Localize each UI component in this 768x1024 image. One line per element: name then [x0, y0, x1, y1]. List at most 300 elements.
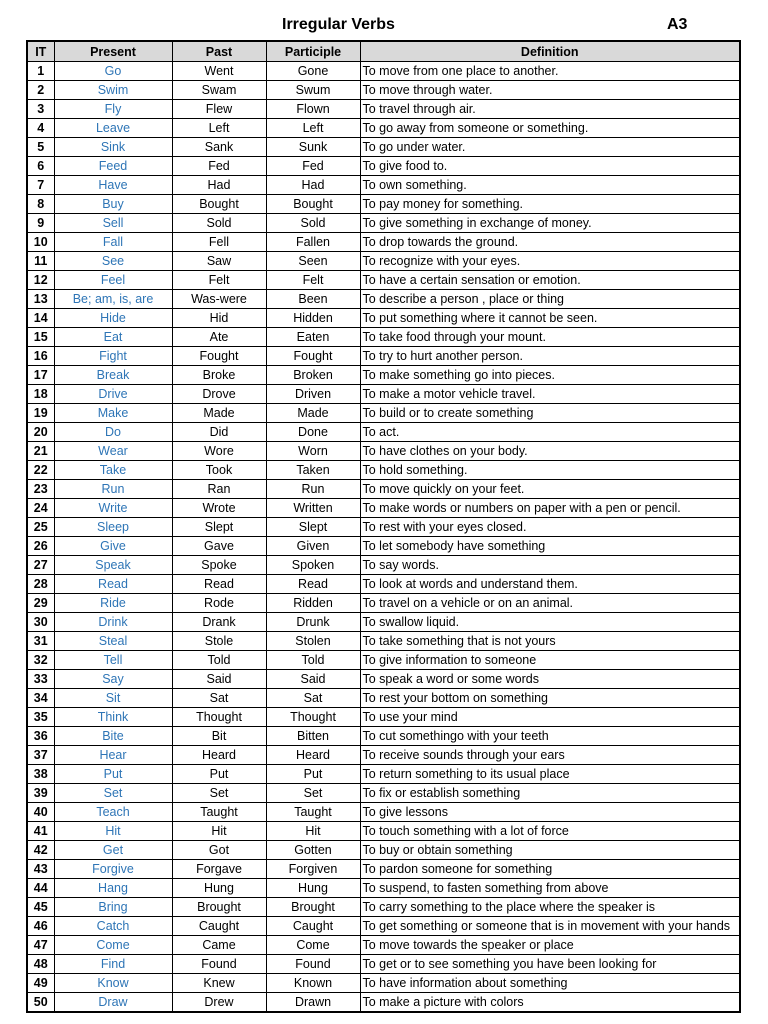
column-header-participle: Participle: [266, 41, 360, 62]
past-cell: Spoke: [172, 556, 266, 575]
present-cell: Get: [54, 841, 172, 860]
definition-cell: To go away from someone or something.: [360, 119, 740, 138]
row-number: 3: [27, 100, 54, 119]
past-cell: Bit: [172, 727, 266, 746]
definition-cell: To speak a word or some words: [360, 670, 740, 689]
participle-cell: Given: [266, 537, 360, 556]
header-row: [27, 41, 740, 62]
participle-cell: Brought: [266, 898, 360, 917]
table-row: [27, 537, 740, 556]
present-cell: Go: [54, 62, 172, 81]
definition-cell: To have information about something: [360, 974, 740, 993]
table-row: [27, 917, 740, 936]
table-row: [27, 442, 740, 461]
present-cell: Think: [54, 708, 172, 727]
row-number: 33: [27, 670, 54, 689]
definition-cell: To cut somethingo with your teeth: [360, 727, 740, 746]
participle-cell: Said: [266, 670, 360, 689]
participle-cell: Told: [266, 651, 360, 670]
past-cell: Brought: [172, 898, 266, 917]
row-number: 32: [27, 651, 54, 670]
row-number: 23: [27, 480, 54, 499]
past-cell: Found: [172, 955, 266, 974]
row-number: 8: [27, 195, 54, 214]
past-cell: Hit: [172, 822, 266, 841]
past-cell: Told: [172, 651, 266, 670]
table-row: [27, 708, 740, 727]
table-row: [27, 119, 740, 138]
participle-cell: Fallen: [266, 233, 360, 252]
present-cell: Sell: [54, 214, 172, 233]
participle-cell: Hit: [266, 822, 360, 841]
definition-cell: To buy or obtain something: [360, 841, 740, 860]
present-cell: Hang: [54, 879, 172, 898]
participle-cell: Put: [266, 765, 360, 784]
row-number: 34: [27, 689, 54, 708]
table-row: [27, 271, 740, 290]
table-row: [27, 670, 740, 689]
present-cell: Come: [54, 936, 172, 955]
irregular-verbs-table: [26, 40, 741, 1013]
definition-cell: To pardon someone for something: [360, 860, 740, 879]
row-number: 12: [27, 271, 54, 290]
participle-cell: Gotten: [266, 841, 360, 860]
row-number: 22: [27, 461, 54, 480]
row-number: 36: [27, 727, 54, 746]
table-row: [27, 347, 740, 366]
present-cell: Run: [54, 480, 172, 499]
definition-cell: To carry something to the place where the speaker is: [360, 898, 740, 917]
participle-cell: Gone: [266, 62, 360, 81]
past-cell: Stole: [172, 632, 266, 651]
table-row: [27, 404, 740, 423]
definition-cell: To give food to.: [360, 157, 740, 176]
row-number: 29: [27, 594, 54, 613]
row-number: 37: [27, 746, 54, 765]
past-cell: Took: [172, 461, 266, 480]
row-number: 6: [27, 157, 54, 176]
table-row: [27, 746, 740, 765]
definition-cell: To hold something.: [360, 461, 740, 480]
table-row: [27, 480, 740, 499]
participle-cell: Flown: [266, 100, 360, 119]
past-cell: Drove: [172, 385, 266, 404]
past-cell: Went: [172, 62, 266, 81]
present-cell: Feel: [54, 271, 172, 290]
row-number: 20: [27, 423, 54, 442]
table-row: [27, 955, 740, 974]
table-row: [27, 252, 740, 271]
present-cell: Write: [54, 499, 172, 518]
table-row: [27, 803, 740, 822]
past-cell: Broke: [172, 366, 266, 385]
past-cell: Fell: [172, 233, 266, 252]
row-number: 19: [27, 404, 54, 423]
table-row: [27, 499, 740, 518]
definition-cell: To build or to create something: [360, 404, 740, 423]
table-row: [27, 100, 740, 119]
definition-cell: To go under water.: [360, 138, 740, 157]
table-row: [27, 461, 740, 480]
participle-cell: Had: [266, 176, 360, 195]
present-cell: Hide: [54, 309, 172, 328]
participle-cell: Fought: [266, 347, 360, 366]
row-number: 1: [27, 62, 54, 81]
present-cell: Say: [54, 670, 172, 689]
participle-cell: Bought: [266, 195, 360, 214]
row-number: 27: [27, 556, 54, 575]
definition-cell: To look at words and understand them.: [360, 575, 740, 594]
definition-cell: To pay money for something.: [360, 195, 740, 214]
row-number: 44: [27, 879, 54, 898]
row-number: 17: [27, 366, 54, 385]
row-number: 50: [27, 993, 54, 1013]
column-header-past: Past: [172, 41, 266, 62]
past-cell: Wore: [172, 442, 266, 461]
table-row: [27, 214, 740, 233]
row-number: 43: [27, 860, 54, 879]
present-cell: Tell: [54, 651, 172, 670]
definition-cell: To make words or numbers on paper with a pen or pencil.: [360, 499, 740, 518]
participle-cell: Found: [266, 955, 360, 974]
definition-cell: To have clothes on your body.: [360, 442, 740, 461]
present-cell: Sit: [54, 689, 172, 708]
participle-cell: Swum: [266, 81, 360, 100]
definition-cell: To return something to its usual place: [360, 765, 740, 784]
definition-cell: To put something where it cannot be seen.: [360, 309, 740, 328]
column-header-present: Present: [54, 41, 172, 62]
past-cell: Had: [172, 176, 266, 195]
participle-cell: Heard: [266, 746, 360, 765]
past-cell: Taught: [172, 803, 266, 822]
past-cell: Heard: [172, 746, 266, 765]
participle-cell: Come: [266, 936, 360, 955]
table-row: [27, 423, 740, 442]
definition-cell: To make a picture with colors: [360, 993, 740, 1013]
participle-cell: Taken: [266, 461, 360, 480]
participle-cell: Seen: [266, 252, 360, 271]
past-cell: Felt: [172, 271, 266, 290]
past-cell: Hung: [172, 879, 266, 898]
participle-cell: Run: [266, 480, 360, 499]
row-number: 18: [27, 385, 54, 404]
present-cell: Buy: [54, 195, 172, 214]
row-number: 16: [27, 347, 54, 366]
present-cell: Drink: [54, 613, 172, 632]
column-header-definition: Definition: [360, 41, 740, 62]
table-row: [27, 784, 740, 803]
participle-cell: Done: [266, 423, 360, 442]
present-cell: Fly: [54, 100, 172, 119]
present-cell: Catch: [54, 917, 172, 936]
past-cell: Forgave: [172, 860, 266, 879]
definition-cell: To take something that is not yours: [360, 632, 740, 651]
table-row: [27, 176, 740, 195]
past-cell: Swam: [172, 81, 266, 100]
table-row: [27, 936, 740, 955]
table-row: [27, 157, 740, 176]
past-cell: Said: [172, 670, 266, 689]
past-cell: Got: [172, 841, 266, 860]
past-cell: Wrote: [172, 499, 266, 518]
past-cell: Gave: [172, 537, 266, 556]
table-row: [27, 385, 740, 404]
table-row: [27, 651, 740, 670]
row-number: 13: [27, 290, 54, 309]
definition-cell: To make a motor vehicle travel.: [360, 385, 740, 404]
participle-cell: Set: [266, 784, 360, 803]
table-row: [27, 822, 740, 841]
present-cell: Know: [54, 974, 172, 993]
row-number: 15: [27, 328, 54, 347]
past-cell: Knew: [172, 974, 266, 993]
row-number: 2: [27, 81, 54, 100]
definition-cell: To have a certain sensation or emotion.: [360, 271, 740, 290]
definition-cell: To get something or someone that is in movement with your hands: [360, 917, 740, 936]
past-cell: Came: [172, 936, 266, 955]
definition-cell: To get or to see something you have been looking for: [360, 955, 740, 974]
participle-cell: Drunk: [266, 613, 360, 632]
definition-cell: To move towards the speaker or place: [360, 936, 740, 955]
past-cell: Sank: [172, 138, 266, 157]
definition-cell: To recognize with your eyes.: [360, 252, 740, 271]
present-cell: Bring: [54, 898, 172, 917]
past-cell: Drank: [172, 613, 266, 632]
participle-cell: Sunk: [266, 138, 360, 157]
present-cell: Break: [54, 366, 172, 385]
present-cell: Wear: [54, 442, 172, 461]
table-row: [27, 860, 740, 879]
row-number: 25: [27, 518, 54, 537]
definition-cell: To travel on a vehicle or on an animal.: [360, 594, 740, 613]
present-cell: Hear: [54, 746, 172, 765]
present-cell: Fall: [54, 233, 172, 252]
table-row: [27, 328, 740, 347]
participle-cell: Ridden: [266, 594, 360, 613]
definition-cell: To move from one place to another.: [360, 62, 740, 81]
row-number: 30: [27, 613, 54, 632]
definition-cell: To act.: [360, 423, 740, 442]
participle-cell: Fed: [266, 157, 360, 176]
past-cell: Saw: [172, 252, 266, 271]
definition-cell: To receive sounds through your ears: [360, 746, 740, 765]
past-cell: Slept: [172, 518, 266, 537]
present-cell: Drive: [54, 385, 172, 404]
present-cell: Have: [54, 176, 172, 195]
past-cell: Caught: [172, 917, 266, 936]
present-cell: Set: [54, 784, 172, 803]
participle-cell: Drawn: [266, 993, 360, 1013]
participle-cell: Bitten: [266, 727, 360, 746]
row-number: 41: [27, 822, 54, 841]
definition-cell: To give something in exchange of money.: [360, 214, 740, 233]
present-cell: Forgive: [54, 860, 172, 879]
document-code: A3: [667, 16, 688, 33]
definition-cell: To try to hurt another person.: [360, 347, 740, 366]
table-row: [27, 81, 740, 100]
table-row: [27, 594, 740, 613]
past-cell: Sold: [172, 214, 266, 233]
present-cell: Hit: [54, 822, 172, 841]
present-cell: Put: [54, 765, 172, 784]
row-number: 31: [27, 632, 54, 651]
past-cell: Left: [172, 119, 266, 138]
participle-cell: Left: [266, 119, 360, 138]
participle-cell: Broken: [266, 366, 360, 385]
definition-cell: To describe a person , place or thing: [360, 290, 740, 309]
table-row: [27, 575, 740, 594]
table-row: [27, 689, 740, 708]
table-row: [27, 613, 740, 632]
past-cell: Was-were: [172, 290, 266, 309]
past-cell: Sat: [172, 689, 266, 708]
table-row: [27, 727, 740, 746]
present-cell: See: [54, 252, 172, 271]
participle-cell: Felt: [266, 271, 360, 290]
participle-cell: Worn: [266, 442, 360, 461]
past-cell: Put: [172, 765, 266, 784]
row-number: 4: [27, 119, 54, 138]
present-cell: Give: [54, 537, 172, 556]
row-number: 26: [27, 537, 54, 556]
table-row: [27, 309, 740, 328]
row-number: 38: [27, 765, 54, 784]
definition-cell: To let somebody have something: [360, 537, 740, 556]
row-number: 14: [27, 309, 54, 328]
table-row: [27, 841, 740, 860]
table-row: [27, 974, 740, 993]
definition-cell: To rest with your eyes closed.: [360, 518, 740, 537]
table-row: [27, 233, 740, 252]
column-header-it: IT: [27, 41, 54, 62]
row-number: 49: [27, 974, 54, 993]
present-cell: Take: [54, 461, 172, 480]
row-number: 28: [27, 575, 54, 594]
participle-cell: Eaten: [266, 328, 360, 347]
definition-cell: To travel through air.: [360, 100, 740, 119]
participle-cell: Hung: [266, 879, 360, 898]
definition-cell: To say words.: [360, 556, 740, 575]
participle-cell: Sat: [266, 689, 360, 708]
table-row: [27, 366, 740, 385]
present-cell: Make: [54, 404, 172, 423]
present-cell: Ride: [54, 594, 172, 613]
past-cell: Rode: [172, 594, 266, 613]
past-cell: Hid: [172, 309, 266, 328]
present-cell: Eat: [54, 328, 172, 347]
past-cell: Fought: [172, 347, 266, 366]
row-number: 39: [27, 784, 54, 803]
row-number: 21: [27, 442, 54, 461]
past-cell: Made: [172, 404, 266, 423]
present-cell: Bite: [54, 727, 172, 746]
past-cell: Drew: [172, 993, 266, 1013]
definition-cell: To give information to someone: [360, 651, 740, 670]
row-number: 9: [27, 214, 54, 233]
present-cell: Do: [54, 423, 172, 442]
definition-cell: To swallow liquid.: [360, 613, 740, 632]
row-number: 10: [27, 233, 54, 252]
row-number: 7: [27, 176, 54, 195]
participle-cell: Read: [266, 575, 360, 594]
table-row: [27, 138, 740, 157]
participle-cell: Stolen: [266, 632, 360, 651]
row-number: 48: [27, 955, 54, 974]
row-number: 42: [27, 841, 54, 860]
present-cell: Feed: [54, 157, 172, 176]
row-number: 46: [27, 917, 54, 936]
definition-cell: To move quickly on your feet.: [360, 480, 740, 499]
participle-cell: Spoken: [266, 556, 360, 575]
past-cell: Set: [172, 784, 266, 803]
row-number: 45: [27, 898, 54, 917]
past-cell: Fed: [172, 157, 266, 176]
past-cell: Ate: [172, 328, 266, 347]
definition-cell: To suspend, to fasten something from above: [360, 879, 740, 898]
present-cell: Sleep: [54, 518, 172, 537]
present-cell: Speak: [54, 556, 172, 575]
present-cell: Swim: [54, 81, 172, 100]
definition-cell: To move through water.: [360, 81, 740, 100]
participle-cell: Slept: [266, 518, 360, 537]
definition-cell: To take food through your mount.: [360, 328, 740, 347]
participle-cell: Thought: [266, 708, 360, 727]
row-number: 47: [27, 936, 54, 955]
past-cell: Did: [172, 423, 266, 442]
definition-cell: To make something go into pieces.: [360, 366, 740, 385]
row-number: 24: [27, 499, 54, 518]
present-cell: Fight: [54, 347, 172, 366]
participle-cell: Written: [266, 499, 360, 518]
present-cell: Teach: [54, 803, 172, 822]
participle-cell: Taught: [266, 803, 360, 822]
present-cell: Draw: [54, 993, 172, 1013]
participle-cell: Driven: [266, 385, 360, 404]
present-cell: Sink: [54, 138, 172, 157]
definition-cell: To use your mind: [360, 708, 740, 727]
definition-cell: To drop towards the ground.: [360, 233, 740, 252]
past-cell: Ran: [172, 480, 266, 499]
past-cell: Read: [172, 575, 266, 594]
row-number: 40: [27, 803, 54, 822]
table-row: [27, 556, 740, 575]
present-cell: Read: [54, 575, 172, 594]
table-row: [27, 993, 740, 1013]
present-cell: Steal: [54, 632, 172, 651]
participle-cell: Caught: [266, 917, 360, 936]
participle-cell: Made: [266, 404, 360, 423]
table-body: [27, 62, 740, 1013]
present-cell: Be; am, is, are: [54, 290, 172, 309]
row-number: 5: [27, 138, 54, 157]
past-cell: Bought: [172, 195, 266, 214]
participle-cell: Sold: [266, 214, 360, 233]
definition-cell: To touch something with a lot of force: [360, 822, 740, 841]
row-number: 11: [27, 252, 54, 271]
definition-cell: To own something.: [360, 176, 740, 195]
participle-cell: Been: [266, 290, 360, 309]
definition-cell: To rest your bottom on something: [360, 689, 740, 708]
past-cell: Flew: [172, 100, 266, 119]
table-row: [27, 195, 740, 214]
participle-cell: Hidden: [266, 309, 360, 328]
table-row: [27, 632, 740, 651]
table-row: [27, 518, 740, 537]
table-row: [27, 879, 740, 898]
present-cell: Leave: [54, 119, 172, 138]
present-cell: Find: [54, 955, 172, 974]
definition-cell: To fix or establish something: [360, 784, 740, 803]
